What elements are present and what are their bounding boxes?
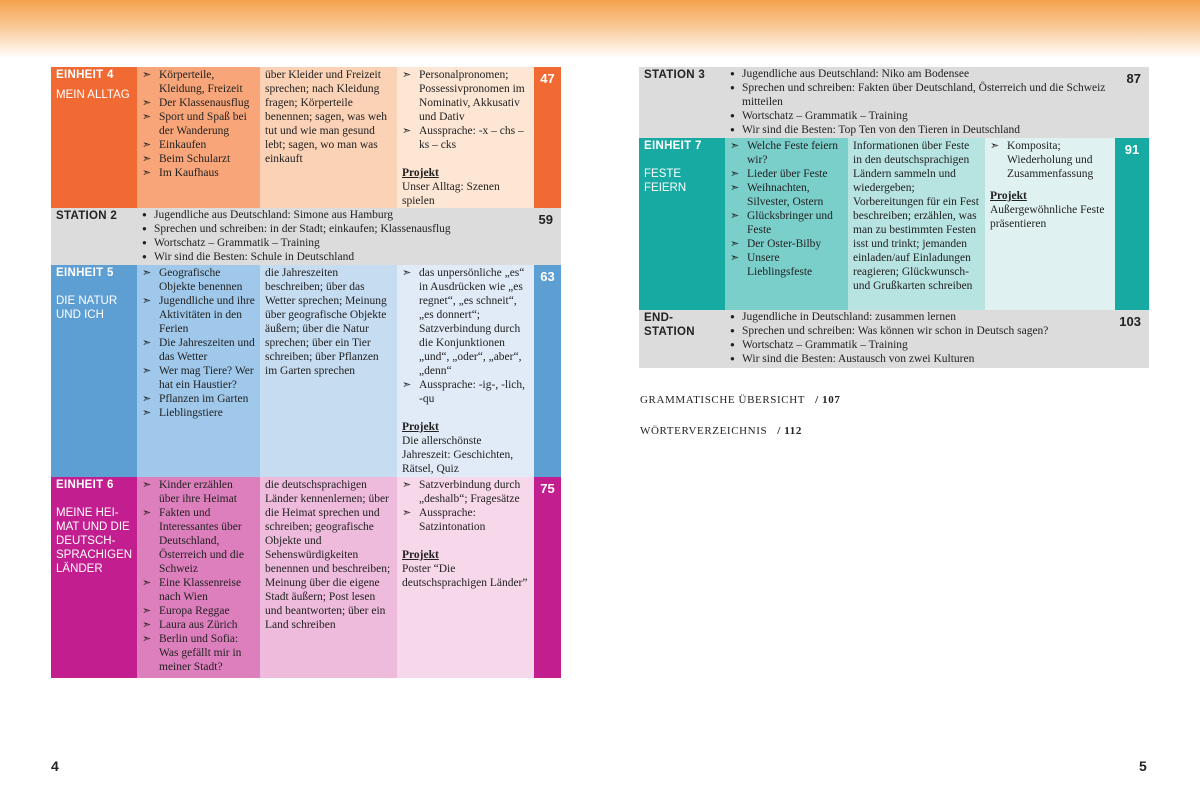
end-station-items	[730, 310, 1110, 366]
list-item: ➣ Europa Reggae	[142, 604, 255, 618]
list-item: ➣ das unpersönliche „es“ in Ausdrücken wie „es regnet“, „es schneit“, „es donnert“; Satzverbindung durch die Konjunktionen „und“, „oder“, „aber“, „denn“	[402, 266, 529, 378]
grammar-overview-page: / 107	[815, 394, 841, 406]
list-item: ➣ Lieblingstiere	[142, 406, 255, 420]
list-item: ➣ Laura aus Zürich	[142, 618, 255, 632]
einheit-5-grammar-cell	[397, 265, 534, 477]
einheit-6-grammar-cell	[397, 477, 534, 678]
einheit-5-themes-cell	[137, 265, 260, 477]
list-item: ➣ Aussprache: -ig-, -lich, -qu	[402, 378, 529, 406]
list-item: ➣ Berlin und Sofia: Was gefällt mir in meiner Stadt?	[142, 632, 255, 674]
einheit-5-title: DIE NATUR UND ICH	[56, 295, 118, 321]
einheit-7-grammar-cell	[985, 138, 1115, 310]
list-item: ● Sprechen und schreiben: in der Stadt; einkaufen; Klassenausflug	[142, 222, 529, 236]
einheit-7-themes	[730, 139, 843, 279]
station-3-page-number: 87	[1126, 71, 1141, 86]
einheit-7-grammar	[990, 139, 1110, 181]
glossary-entry	[640, 425, 802, 437]
list-item: ➣ Aussprache: -x – chs – ks – cks	[402, 124, 529, 152]
einheit-4-themes-cell	[137, 67, 260, 208]
einheit-6-project: Poster “Die deutschsprachigen Länder”	[402, 563, 528, 589]
right-page-number: 5	[1139, 758, 1147, 774]
list-item: ➣ Der Klassenausflug	[142, 96, 255, 110]
einheit-4-project-heading: Projekt	[402, 167, 439, 179]
einheit-4-communication-cell	[260, 67, 397, 208]
einheit-6-communication-cell	[260, 477, 397, 678]
einheit-4-label: EINHEIT 4	[56, 69, 114, 81]
glossary-title: WÖRTERVERZEICHNIS	[640, 425, 768, 437]
einheit-5-communication: die Jahreszeiten beschreiben; über das Wetter sprechen; Meinung über geografische Objekte äußern; über die Natur sprechen; über ein Tier schreiben; über Pflanzen im Garten sprechen	[265, 267, 387, 377]
list-item: ➣ Pflanzen im Garten	[142, 392, 255, 406]
left-page-number: 4	[51, 758, 59, 774]
list-item: ➣ Glücksbringer und Feste	[730, 209, 843, 237]
station-3-items	[730, 67, 1110, 137]
einheit-7-row	[639, 138, 1149, 310]
einheit-4-themes	[142, 68, 255, 180]
list-item: ➣ Wer mag Tiere? Wer hat ein Haustier?	[142, 364, 255, 392]
station-3-label: STATION 3	[644, 69, 706, 81]
einheit-4-title: MEIN ALLTAG	[56, 89, 130, 101]
einheit-7-title-cell	[639, 138, 725, 310]
einheit-7-communication-cell	[848, 138, 985, 310]
einheit-5-page-number: 63	[534, 265, 561, 477]
end-station-page-number: 103	[1119, 314, 1141, 329]
list-item: ● Jugendliche in Deutschland: zusammen lernen	[730, 310, 1110, 324]
einheit-6-themes-cell	[137, 477, 260, 678]
list-item: ➣ Welche Feste feiern wir?	[730, 139, 843, 167]
einheit-6-project-heading: Projekt	[402, 549, 439, 561]
einheit-7-label: EINHEIT 7	[644, 140, 702, 152]
list-item: ➣ Der Oster-Bilby	[730, 237, 843, 251]
einheit-6-grammar	[402, 478, 529, 534]
einheit-6-row	[51, 477, 561, 678]
list-item: ● Wortschatz – Grammatik – Training	[142, 236, 529, 250]
list-item: ➣ Komposita; Wiederholung und Zusammenfassung	[990, 139, 1110, 181]
top-gradient-band	[0, 0, 1200, 58]
list-item: ➣ Lieder über Feste	[730, 167, 843, 181]
einheit-6-label: EINHEIT 6	[56, 479, 114, 491]
list-item: ● Wortschatz – Grammatik – Training	[730, 338, 1110, 352]
list-item: ● Wir sind die Besten: Top Ten von den Tieren in Deutschland	[730, 123, 1110, 137]
list-item: ● Jugendliche aus Deutschland: Niko am Bodensee	[730, 67, 1110, 81]
list-item: ➣ Im Kaufhaus	[142, 166, 255, 180]
einheit-6-themes	[142, 478, 255, 674]
list-item: ● Wir sind die Besten: Austausch von zwei Kulturen	[730, 352, 1110, 366]
einheit-5-project-heading: Projekt	[402, 421, 439, 433]
einheit-4-grammar-cell	[397, 67, 534, 208]
einheit-5-label: EINHEIT 5	[56, 267, 114, 279]
station-2-label: STATION 2	[56, 210, 118, 222]
einheit-4-project: Unser Alltag: Szenen spielen	[402, 181, 500, 207]
station-2-items	[142, 208, 529, 264]
einheit-5-row	[51, 265, 561, 477]
list-item: ➣ Fakten und Interessantes über Deutschland, Österreich und die Schweiz	[142, 506, 255, 576]
einheit-6-title-cell	[51, 477, 137, 678]
list-item: ● Jugendliche aus Deutschland: Simone aus Hamburg	[142, 208, 529, 222]
station-2-page-number: 59	[538, 212, 553, 227]
station-3-row	[639, 67, 1149, 138]
einheit-7-themes-cell	[725, 138, 848, 310]
list-item: ● Sprechen und schreiben: Fakten über Deutschland, Österreich und die Schweiz mitteilen	[730, 81, 1110, 109]
einheit-4-grammar	[402, 68, 529, 152]
einheit-4-title-cell	[51, 67, 137, 208]
list-item: ● Wortschatz – Grammatik – Training	[730, 109, 1110, 123]
einheit-4-row	[51, 67, 561, 208]
list-item: ➣ Unsere Lieblingsfeste	[730, 251, 843, 279]
einheit-7-communication: Informationen über Feste in den deutschsprachigen Ländern sammeln und wiedergeben; Vorbereitungen für ein Fest beschreiben; erzählen, was man zu bestimmten Festen isst und trinkt; jemanden einladen/auf Einladungen reagieren; Glückwunsch- und Grußkarten schreiben	[853, 140, 979, 292]
list-item: ➣ Aussprache: Satzintonation	[402, 506, 529, 534]
einheit-5-themes	[142, 266, 255, 420]
list-item: ● Sprechen und schreiben: Was können wir schon in Deutsch sagen?	[730, 324, 1110, 338]
einheit-4-communication: über Kleider und Freizeit sprechen; nach Kleidung fragen; Körperteile benennen; sagen, was weh tut und wie man gesund lebt; sagen, wo man was einkauft	[265, 69, 387, 165]
einheit-5-project: Die allerschönste Jahreszeit: Geschichten, Rätsel, Quiz	[402, 435, 514, 475]
list-item: ➣ Die Jahreszeiten und das Wetter	[142, 336, 255, 364]
einheit-6-page-number: 75	[534, 477, 561, 678]
einheit-5-grammar	[402, 266, 529, 406]
einheit-7-title: FESTE FEIERN	[644, 168, 687, 194]
list-item: ➣ Jugendliche und ihre Aktivitäten in den Ferien	[142, 294, 255, 336]
station-2-content	[137, 208, 534, 265]
einheit-6-title: MEINE HEI-MAT UND DIE DEUTSCH-SPRACHIGEN LÄNDER	[56, 507, 133, 575]
list-item: ● Wir sind die Besten: Schule in Deutschland	[142, 250, 529, 264]
einheit-5-title-cell	[51, 265, 137, 477]
grammar-overview-entry	[640, 394, 840, 406]
grammar-overview-title: GRAMMATISCHE ÜBERSICHT	[640, 394, 806, 406]
list-item: ➣ Weihnachten, Silvester, Ostern	[730, 181, 843, 209]
end-station-row	[639, 310, 1149, 368]
list-item: ➣ Sport und Spaß bei der Wanderung	[142, 110, 255, 138]
einheit-7-project-heading: Projekt	[990, 190, 1027, 202]
glossary-page: / 112	[777, 425, 802, 437]
list-item: ➣ Beim Schularzt	[142, 152, 255, 166]
end-station-content	[725, 310, 1115, 368]
list-item: ➣ Satzverbindung durch „deshalb“; Fragesätze	[402, 478, 529, 506]
einheit-6-communication: die deutschsprachigen Länder kennenlernen; über die Heimat sprechen und schreiben; geografische Objekte und Sehenswürdigkeiten benennen und beschreiben; Meinung über die eigene Stadt äußern; Post lesen und beantworten; über ein Land schreiben	[265, 479, 391, 631]
einheit-5-communication-cell	[260, 265, 397, 477]
list-item: ➣ Einkaufen	[142, 138, 255, 152]
einheit-7-page-number: 91	[1115, 138, 1149, 310]
list-item: ➣ Kinder erzählen über ihre Heimat	[142, 478, 255, 506]
list-item: ➣ Personalpronomen; Possessivpronomen im Nominativ, Akkusativ und Dativ	[402, 68, 529, 124]
station-2-row	[51, 208, 561, 265]
station-3-content	[725, 67, 1115, 138]
einheit-4-page-number: 47	[534, 67, 561, 208]
end-station-label: END-STATION	[644, 312, 695, 338]
list-item: ➣ Körperteile, Kleidung, Freizeit	[142, 68, 255, 96]
list-item: ➣ Geografische Objekte benennen	[142, 266, 255, 294]
einheit-7-project: Außergewöhnliche Feste präsentieren	[990, 204, 1105, 230]
list-item: ➣ Eine Klassenreise nach Wien	[142, 576, 255, 604]
